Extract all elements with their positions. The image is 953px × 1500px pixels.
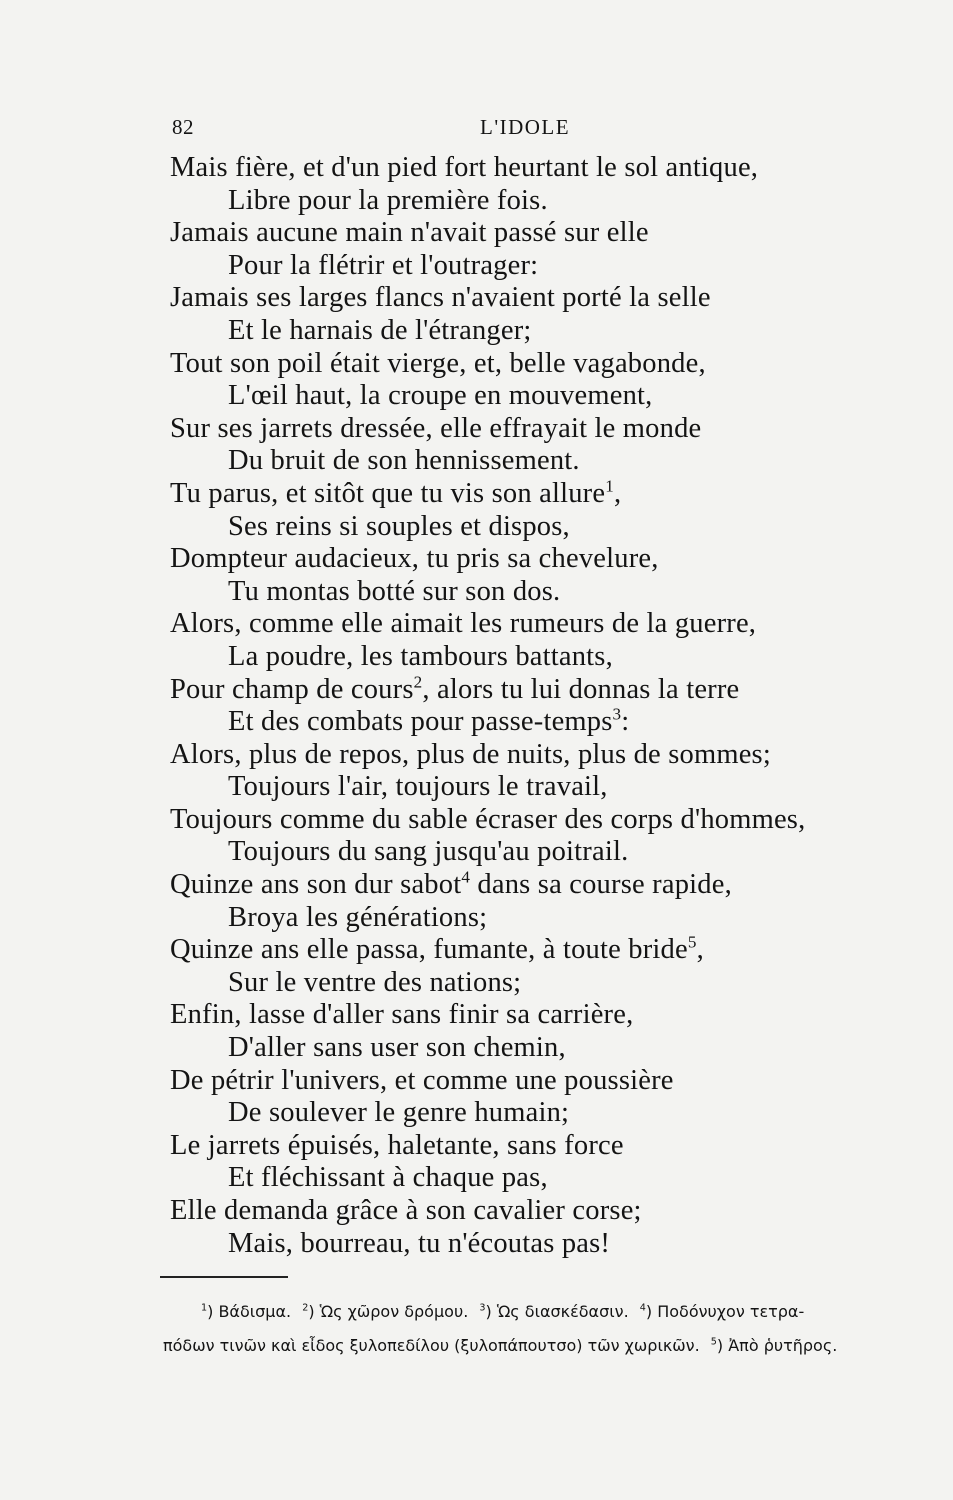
poem-line: La poudre, les tambours battants, bbox=[228, 640, 613, 672]
poem-line: Du bruit de son hennissement. bbox=[228, 445, 580, 477]
poem-line: Pour la flétrir et l'outrager: bbox=[228, 249, 539, 281]
footnote-ref: 3 bbox=[612, 704, 622, 724]
poem-line: Mais fière, et d'un pied fort heurtant le sol antique, bbox=[170, 152, 759, 183]
poem-line: Sur le ventre des nations; bbox=[228, 966, 522, 998]
footnote-4: $^4$) Ποδόνυχον τετρα- bbox=[639, 1302, 805, 1321]
poem-line: Toujours l'air, toujours le travail, bbox=[228, 771, 608, 803]
footnote-ref: 2 bbox=[413, 672, 423, 691]
poem-line: Et fléchissant à chaque pas, bbox=[228, 1162, 548, 1194]
poem-line: Et le harnais de l'étranger; bbox=[228, 314, 532, 346]
poem-line: Enfin, lasse d'aller sans finir sa carrière, bbox=[170, 999, 634, 1031]
running-title: L'IDOLE bbox=[480, 115, 571, 139]
poem-line: Tu parus, et sitôt que tu vis son allure$^1$, bbox=[170, 476, 622, 509]
poem-line: Mais, bourreau, tu n'écoutas pas! bbox=[228, 1227, 611, 1259]
footnote-line bbox=[163, 1295, 883, 1329]
poem-line: Tu montas botté sur son dos. bbox=[228, 575, 561, 607]
poem-line: L'œil haut, la croupe en mouvement, bbox=[228, 380, 653, 412]
poem-line: Libre pour la première fois. bbox=[228, 184, 548, 216]
poem-line: Sur ses jarrets dressée, elle effrayait le monde bbox=[170, 412, 702, 444]
poem-line: Alors, plus de repos, plus de nuits, plus de sommes; bbox=[170, 738, 771, 770]
poem-line: Dompteur audacieux, tu pris sa chevelure, bbox=[170, 543, 659, 575]
poem-line: Et des combats pour passe-temps$^3$: bbox=[228, 704, 630, 738]
footnote-5: $^5$) Ἀπὸ ῥυτῆρος. bbox=[710, 1336, 838, 1355]
footnotes bbox=[163, 1295, 883, 1363]
poem-line: Broya les générations; bbox=[228, 901, 488, 933]
footnote-4-continued: πόδων τινῶν καὶ εἶδος ξυλοπεδίλου (ξυλοπάπουτσο) τῶν χωρικῶν. bbox=[163, 1336, 700, 1355]
poem-body bbox=[170, 152, 890, 1260]
footnote-ref: 5 bbox=[687, 932, 697, 952]
poem-line: Toujours du sang jusqu'au poitrail. bbox=[228, 836, 629, 868]
poem-line: Ses reins si souples et dispos, bbox=[228, 510, 570, 542]
footnote-2: $^2$) Ὡς χῶρον δρόμου. bbox=[302, 1302, 469, 1321]
poem-line: Le jarrets épuisés, haletante, sans force bbox=[170, 1129, 624, 1161]
footnote-ref: 4 bbox=[461, 867, 471, 887]
poem-line: Quinze ans son dur sabot$^4$ dans sa course rapide, bbox=[170, 867, 732, 901]
poem-line: Pour champ de cours$^2$, alors tu lui donnas la terre bbox=[170, 672, 740, 705]
footnote-ref: 1 bbox=[605, 476, 614, 496]
poem-line: Quinze ans elle passa, fumante, à toute bride$^5$, bbox=[170, 932, 704, 966]
poem-line: De pétrir l'univers, et comme une poussière bbox=[170, 1064, 674, 1096]
page-number: 82 bbox=[172, 115, 194, 139]
poem-line: Alors, comme elle aimait les rumeurs de la guerre, bbox=[170, 608, 757, 640]
poem-line: Jamais ses larges flancs n'avaient porté la selle bbox=[170, 282, 711, 314]
footnote-line bbox=[163, 1329, 883, 1363]
poem-line: Jamais aucune main n'avait passé sur elle bbox=[170, 217, 649, 249]
footnote-divider bbox=[160, 1276, 288, 1278]
poem-line: Elle demanda grâce à son cavalier corse; bbox=[170, 1195, 642, 1226]
poem-line: D'aller sans user son chemin, bbox=[228, 1032, 566, 1064]
footnote-3: $^3$) Ὡς διασκέδασιν. bbox=[479, 1302, 629, 1321]
poem-line: Tout son poil était vierge, et, belle vagabonde, bbox=[170, 347, 706, 379]
poem-line: De soulever le genre humain; bbox=[228, 1097, 570, 1129]
poem-line: Toujours comme du sable écraser des corps d'hommes, bbox=[170, 803, 806, 835]
footnote-1: $^1$) Βάδισμα. bbox=[201, 1302, 292, 1321]
